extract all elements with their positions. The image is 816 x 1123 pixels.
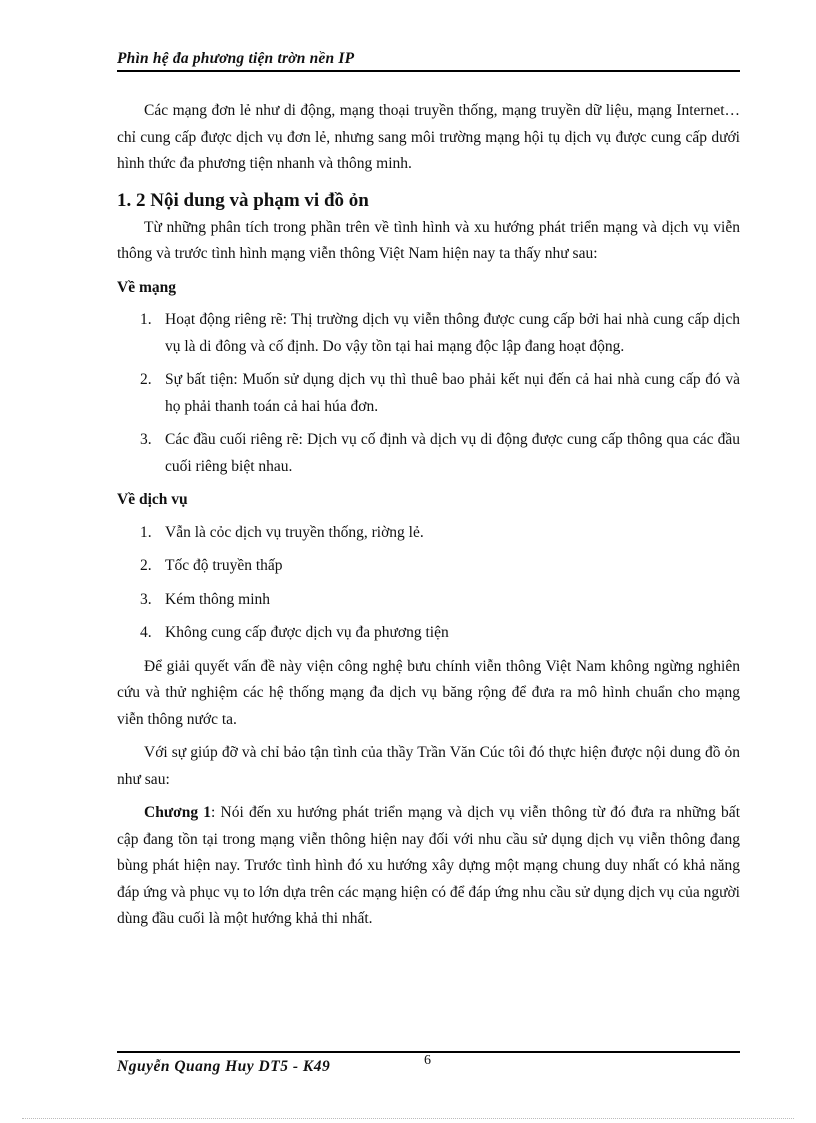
list-text: Sự bất tiện: Muốn sử dụng dịch vụ thì thuê bao phải kết nụi đến cả hai nhà cung cấp đó và họ phải thanh toán cả hai húa đơn. bbox=[165, 371, 740, 415]
intro-paragraph: Các mạng đơn lẻ như di động, mạng thoại truyền thống, mạng truyền dữ liệu, mạng Internet… chỉ cung cấp được dịch vụ đơn lẻ, nhưng sang môi trường mạng hội tụ dịch vụ được cung cấp dưới hình thức đa phương tiện nhanh và thông minh. bbox=[117, 102, 740, 172]
chapter-text: : Nói đến xu hướng phát triển mạng và dịch vụ viễn thông từ đó đưa ra những bất cập đang tồn tại trong mạng viễn thông hiện nay đối với nhu cầu sử dụng dịch vụ viễn thông đang bùng phát hiện nay. Trước tình hình đó xu hướng xây dựng một mạng chung duy nhất có khả năng đáp ứng và phục vụ to lớn dựa trên các mạng hiện có để đáp ứng nhu cầu sử dụng dịch vụ của người dùng đầu cuối là một hướng khả thi nhất. bbox=[117, 804, 740, 927]
page-number: 6 bbox=[424, 1053, 431, 1068]
list-item bbox=[117, 307, 740, 360]
service-list bbox=[117, 520, 740, 647]
list-item bbox=[117, 553, 740, 580]
list-item bbox=[117, 587, 740, 614]
list-number: 2. bbox=[140, 371, 152, 388]
list-number: 3. bbox=[140, 431, 152, 448]
document-body bbox=[117, 98, 740, 940]
page-bottom-border bbox=[22, 1118, 794, 1119]
running-header: Phìn hệ đa phương tiện trờn nền IP bbox=[117, 50, 355, 67]
list-text: Các đầu cuối riêng rẽ: Dịch vụ cố định và dịch vụ di động được cung cấp thông qua các đầu cuối riêng biệt nhau. bbox=[165, 431, 740, 475]
list-number: 1. bbox=[140, 523, 152, 541]
network-subheading: Về mạng bbox=[117, 278, 176, 296]
list-text: Tốc độ truyền thấp bbox=[165, 557, 283, 574]
list-item bbox=[117, 367, 740, 420]
section-heading: 1. 2 Nội dung và phạm vi đồ ỏn bbox=[117, 189, 369, 211]
list-text: Vẫn là cỏc dịch vụ truyền thống, riờng lẻ. bbox=[165, 523, 424, 541]
list-text: Kém thông minh bbox=[165, 590, 271, 608]
thanks-paragraph: Với sự giúp đỡ và chỉ bảo tận tình của thầy Trần Văn Cúc tôi đó thực hiện được nội dung đồ ỏn như sau: bbox=[117, 744, 740, 788]
list-item bbox=[117, 427, 740, 480]
list-number: 2. bbox=[140, 557, 152, 574]
header-rule bbox=[117, 70, 740, 72]
list-item bbox=[117, 520, 740, 547]
list-number: 1. bbox=[140, 311, 152, 328]
list-number: 4. bbox=[140, 624, 152, 641]
footer-author: Nguyễn Quang Huy DT5 - K49 bbox=[117, 1058, 331, 1075]
list-text: Hoạt động riêng rẽ: Thị trường dịch vụ viễn thông được cung cấp bởi hai nhà cung cấp dịch vụ là di đông và cố định. Do vậy tồn tại hai mạng độc lập đang hoạt động. bbox=[165, 311, 740, 355]
section-lead-paragraph: Từ những phân tích trong phần trên về tình hình và xu hướng phát triển mạng và dịch vụ viễn thông và trước tình hình mạng viễn thông Việt Nam hiện nay ta thấy như sau: bbox=[117, 218, 740, 262]
chapter-label: Chương 1 bbox=[144, 804, 212, 821]
solve-paragraph: Để giải quyết vấn đề này viện công nghệ bưu chính viễn thông Việt Nam không ngừng nghiên cứu và thử nghiệm các hệ thống mạng đa dịch vụ băng rộng để đưa ra mô hình chuẩn cho mạng viễn thông nước ta. bbox=[117, 657, 740, 728]
network-list bbox=[117, 307, 740, 480]
service-subheading: Về dịch vụ bbox=[117, 491, 188, 508]
list-item bbox=[117, 620, 740, 647]
list-text: Không cung cấp được dịch vụ đa phương tiện bbox=[165, 624, 449, 641]
chapter-paragraph bbox=[117, 800, 740, 933]
list-number: 3. bbox=[140, 590, 152, 608]
